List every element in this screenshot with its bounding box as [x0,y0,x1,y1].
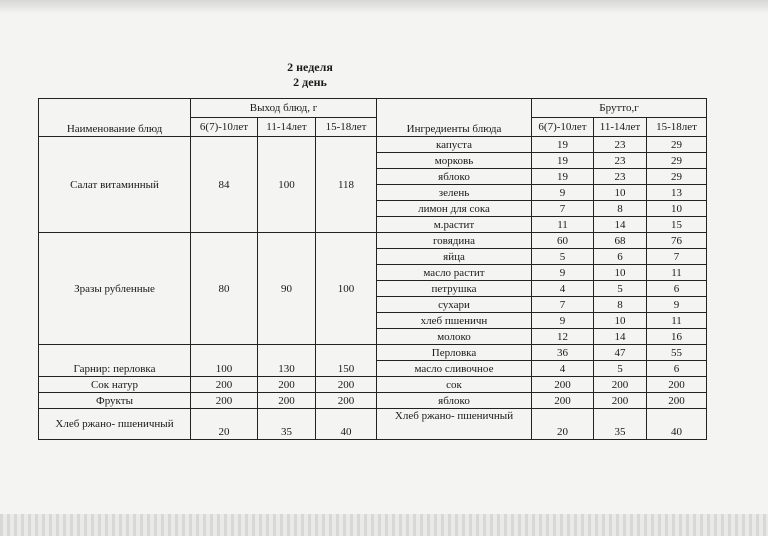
ingredient-brutto: 7 [532,297,594,313]
header-age-yield: 15-18лет [316,118,377,137]
ingredient-name: масло растит [377,265,532,281]
ingredient-brutto: 6 [647,361,707,377]
ingredient-brutto: 16 [647,329,707,345]
ingredient-name: молоко [377,329,532,345]
ingredient-brutto: 8 [594,297,647,313]
dish-yield: 35 [258,409,316,440]
ingredient-brutto: 13 [647,185,707,201]
ingredient-brutto: 29 [647,169,707,185]
ingredient-brutto: 9 [647,297,707,313]
ingredient-brutto: 40 [647,409,707,440]
ingredient-name: зелень [377,185,532,201]
ingredient-brutto: 35 [594,409,647,440]
ingredient-brutto: 11 [647,265,707,281]
table-row [39,393,707,409]
ingredient-brutto: 4 [532,281,594,297]
header-age-brutto: 15-18лет [647,118,707,137]
header-brutto: Брутто,г [532,99,707,118]
table-row [39,377,707,393]
ingredient-brutto: 10 [594,313,647,329]
ingredient-brutto: 12 [532,329,594,345]
ingredient-brutto: 20 [532,409,594,440]
ingredient-brutto: 11 [647,313,707,329]
ingredient-name: яблоко [377,393,532,409]
ingredient-brutto: 200 [594,377,647,393]
header-age-yield: 6(7)-10лет [191,118,258,137]
dish-name: Фрукты [39,393,191,409]
ingredient-brutto: 10 [647,201,707,217]
ingredient-brutto: 23 [594,153,647,169]
ingredient-brutto: 6 [647,281,707,297]
header-dish: Наименование блюд [39,99,191,137]
dish-yield: 40 [316,409,377,440]
ingredient-name: хлеб пшеничн [377,313,532,329]
ingredient-name: морковь [377,153,532,169]
dish-yield: 90 [258,233,316,345]
ingredient-brutto: 200 [647,393,707,409]
dish-name: Гарнир: перловка [39,345,191,377]
ingredient-brutto: 47 [594,345,647,361]
ingredient-name: Хлеб ржано- пшеничный [377,409,532,440]
ingredient-name: сок [377,377,532,393]
ingredient-name: яблоко [377,169,532,185]
ingredient-brutto: 23 [594,137,647,153]
ingredient-brutto: 7 [532,201,594,217]
ingredient-name: капуста [377,137,532,153]
table-row [39,345,707,361]
ingredient-brutto: 5 [532,249,594,265]
dish-yield: 200 [191,377,258,393]
table-row [39,137,707,153]
header-age-brutto: 6(7)-10лет [532,118,594,137]
ingredient-brutto: 200 [532,377,594,393]
ingredient-name: м.растит [377,217,532,233]
ingredient-brutto: 8 [594,201,647,217]
dish-name: Зразы рубленные [39,233,191,345]
ingredient-brutto: 11 [532,217,594,233]
table-row [39,409,707,440]
ingredient-brutto: 36 [532,345,594,361]
ingredient-brutto: 5 [594,281,647,297]
ingredient-brutto: 60 [532,233,594,249]
dish-yield: 118 [316,137,377,233]
ingredient-name: яйца [377,249,532,265]
dish-yield: 100 [258,137,316,233]
ingredient-brutto: 200 [594,393,647,409]
menu-table [38,98,707,440]
ingredient-name: говядина [377,233,532,249]
ingredient-name: лимон для сока [377,201,532,217]
ingredient-brutto: 5 [594,361,647,377]
dish-name: Сок натур [39,377,191,393]
header-yield: Выход блюд, г [191,99,377,118]
ingredient-brutto: 10 [594,265,647,281]
ingredient-brutto: 14 [594,217,647,233]
dish-yield: 80 [191,233,258,345]
dish-yield: 20 [191,409,258,440]
ingredient-name: петрушка [377,281,532,297]
ingredient-name: сухари [377,297,532,313]
week-heading: 2 неделя [287,60,333,74]
ingredient-brutto: 19 [532,169,594,185]
dish-yield: 200 [258,377,316,393]
ingredient-brutto: 9 [532,313,594,329]
dish-yield: 200 [316,393,377,409]
ingredient-brutto: 23 [594,169,647,185]
ingredient-brutto: 4 [532,361,594,377]
ingredient-name: Перловка [377,345,532,361]
header-age-brutto: 11-14лет [594,118,647,137]
dish-yield: 200 [316,377,377,393]
ingredient-brutto: 55 [647,345,707,361]
scan-edge-bottom [0,514,768,536]
ingredient-brutto: 19 [532,153,594,169]
dish-yield: 100 [191,345,258,377]
ingredient-brutto: 19 [532,137,594,153]
ingredient-brutto: 6 [594,249,647,265]
dish-name: Салат витаминный [39,137,191,233]
dish-name: Хлеб ржано- пшеничный [39,409,191,440]
ingredient-brutto: 29 [647,137,707,153]
ingredient-brutto: 15 [647,217,707,233]
dish-yield: 150 [316,345,377,377]
dish-yield: 100 [316,233,377,345]
ingredient-brutto: 200 [532,393,594,409]
header-ingredients: Ингредиенты блюда [377,99,532,137]
ingredient-brutto: 200 [647,377,707,393]
scan-edge-top [0,0,768,14]
dish-yield: 200 [191,393,258,409]
dish-yield: 130 [258,345,316,377]
ingredient-brutto: 14 [594,329,647,345]
dish-yield: 200 [258,393,316,409]
ingredient-brutto: 10 [594,185,647,201]
ingredient-brutto: 9 [532,185,594,201]
header-age-yield: 11-14лет [258,118,316,137]
ingredient-brutto: 68 [594,233,647,249]
dish-yield: 84 [191,137,258,233]
ingredient-brutto: 7 [647,249,707,265]
ingredient-name: масло сливочное [377,361,532,377]
table-row [39,233,707,249]
ingredient-brutto: 9 [532,265,594,281]
ingredient-brutto: 29 [647,153,707,169]
day-heading: 2 день [293,75,327,89]
ingredient-brutto: 76 [647,233,707,249]
